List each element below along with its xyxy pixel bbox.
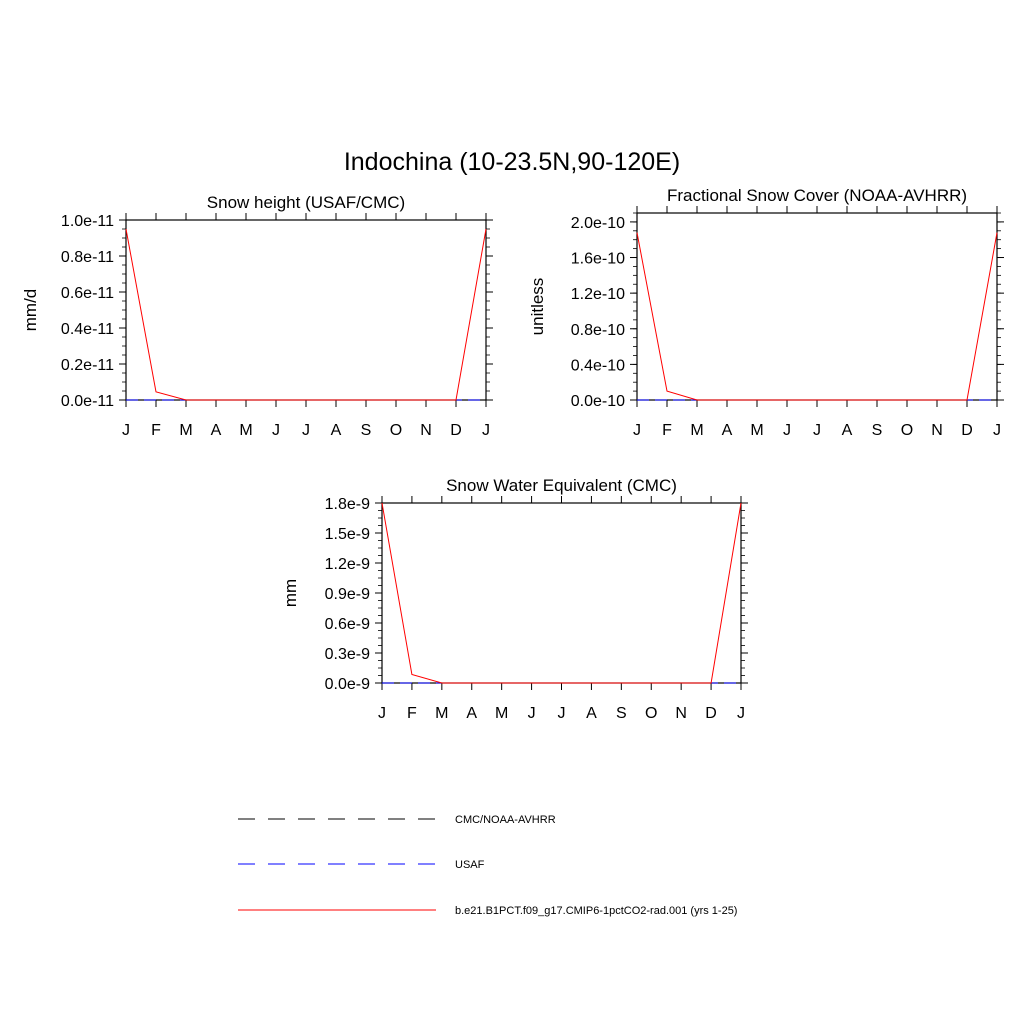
y-tick-label: 1.2e-10	[570, 286, 625, 304]
y-tick-label: 1.0e-11	[60, 213, 114, 230]
x-tick-label: J	[813, 422, 821, 439]
legend	[238, 814, 737, 917]
plot-frame	[382, 503, 741, 683]
x-tick-label: J	[272, 422, 280, 439]
x-tick-label: N	[931, 422, 943, 439]
x-tick-label: S	[871, 422, 883, 439]
x-tick-label: D	[705, 705, 717, 722]
legend-label: b.e21.B1PCT.f09_g17.CMIP6-1pctCO2-rad.001 (yrs 1-25)	[455, 905, 738, 917]
y-axis-label: mm/d	[21, 288, 40, 332]
legend-label: CMC/NOAA-AVHRR	[455, 814, 556, 826]
y-tick-label: 0.4e-11	[60, 321, 114, 338]
x-tick-label: J	[122, 422, 130, 439]
x-tick-label: A	[721, 422, 733, 439]
y-tick-label: 0.4e-10	[570, 357, 625, 375]
series-line-b	[126, 229, 486, 400]
x-tick-label: M	[750, 422, 764, 439]
x-tick-label: J	[557, 705, 566, 722]
chart-title: Fractional Snow Cover (NOAA-AVHRR)	[666, 186, 968, 205]
y-tick-label: 0.0e-9	[324, 676, 370, 693]
chart-snow-height	[21, 193, 493, 439]
x-tick-label: J	[378, 705, 386, 722]
x-tick-label: A	[841, 422, 853, 439]
x-tick-label: J	[633, 422, 641, 439]
x-tick-label: A	[330, 422, 342, 439]
y-tick-label: 1.8e-9	[324, 496, 370, 513]
y-tick-label: 0.9e-9	[324, 586, 370, 603]
y-tick-label: 0.0e-11	[60, 393, 114, 410]
y-tick-label: 1.5e-9	[324, 526, 370, 543]
x-tick-label: A	[586, 705, 597, 722]
y-tick-label: 2.0e-10	[570, 214, 625, 232]
x-tick-label: J	[737, 705, 745, 722]
x-tick-label: S	[615, 705, 627, 722]
y-tick-label: 0.8e-11	[60, 249, 114, 266]
x-tick-label: O	[900, 422, 914, 439]
x-tick-label: J	[482, 422, 490, 439]
x-tick-label: O	[645, 705, 658, 722]
x-tick-label: M	[495, 705, 509, 722]
y-tick-label: 0.3e-9	[324, 646, 370, 663]
chart-title: Snow Water Equivalent (CMC)	[446, 476, 677, 495]
series-line-b	[382, 503, 741, 683]
chart-title: Snow height (USAF/CMC)	[206, 193, 406, 212]
x-tick-label: M	[435, 705, 449, 722]
x-tick-label: J	[527, 705, 536, 722]
y-tick-label: 0.8e-10	[570, 321, 625, 339]
chart-fractional-snow-cover	[528, 186, 1004, 439]
x-tick-label: J	[993, 422, 1001, 439]
x-tick-label: D	[961, 422, 973, 439]
series-line-b	[637, 233, 997, 400]
y-tick-label: 1.2e-9	[324, 556, 370, 573]
x-tick-label: J	[783, 422, 791, 439]
x-tick-label: J	[302, 422, 310, 439]
y-tick-label: 0.2e-11	[60, 357, 114, 374]
x-tick-label: S	[360, 422, 372, 439]
x-tick-label: D	[450, 422, 462, 439]
y-tick-label: 0.6e-9	[324, 616, 370, 633]
plot-frame	[126, 220, 486, 400]
x-tick-label: A	[210, 422, 222, 439]
x-tick-label: F	[662, 422, 672, 439]
x-tick-label: M	[179, 422, 193, 439]
y-tick-label: 1.6e-10	[570, 250, 625, 268]
y-tick-label: 0.6e-11	[60, 285, 114, 302]
x-tick-label: N	[675, 705, 687, 722]
x-tick-label: N	[420, 422, 432, 439]
y-tick-label: 0.0e-10	[570, 393, 625, 410]
page-title: Indochina (10-23.5N,90-120E)	[343, 148, 681, 176]
plot-frame	[637, 213, 997, 400]
x-tick-label: F	[151, 422, 161, 439]
chart-snow-water-equivalent	[281, 476, 748, 722]
x-tick-label: M	[239, 422, 253, 439]
legend-label: USAF	[455, 859, 485, 871]
y-axis-label: unitless	[528, 277, 547, 336]
y-axis-label: mm	[281, 578, 300, 608]
x-tick-label: O	[389, 422, 403, 439]
x-tick-label: A	[466, 705, 478, 722]
x-tick-label: M	[690, 422, 704, 439]
x-tick-label: F	[407, 705, 417, 722]
